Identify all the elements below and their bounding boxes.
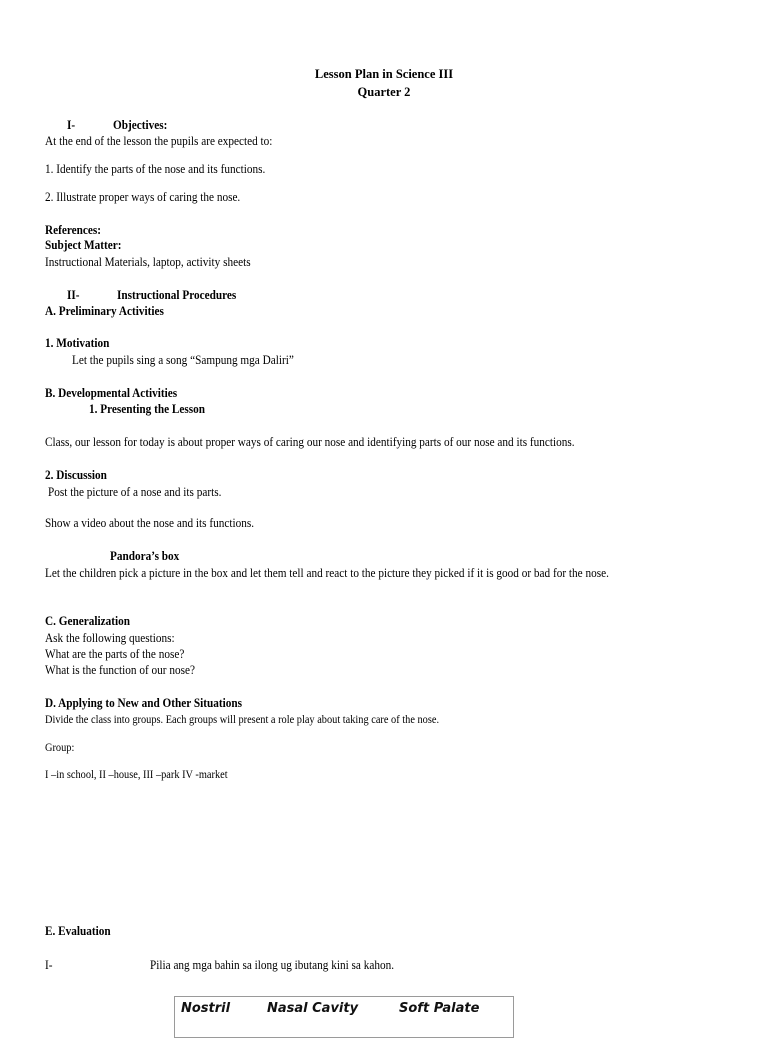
group-label: Group: bbox=[45, 742, 75, 754]
generalization-line-1: Ask the following questions: bbox=[45, 631, 175, 645]
references-label: References: bbox=[45, 223, 102, 237]
word-bank-box bbox=[174, 996, 514, 1038]
evaluation-instruction: Pilia ang mga bahin sa ilong ug ibutang kini sa kahon. bbox=[150, 958, 395, 972]
evaluation-heading: E. Evaluation bbox=[45, 924, 111, 938]
motivation-heading: 1. Motivation bbox=[45, 336, 110, 350]
materials-text: Instructional Materials, laptop, activity sheets bbox=[45, 255, 251, 269]
evaluation-numeral: I- bbox=[45, 958, 53, 972]
preliminary-heading: A. Preliminary Activities bbox=[45, 304, 164, 318]
applying-heading: D. Applying to New and Other Situations bbox=[45, 696, 243, 710]
objectives-numeral: I- bbox=[67, 118, 76, 132]
discussion-heading: 2. Discussion bbox=[45, 468, 107, 482]
objectives-heading: Objectives: bbox=[113, 118, 168, 132]
word-soft-palate: Soft Palate bbox=[399, 1001, 480, 1016]
presenting-text: Class, our lesson for today is about proper ways of caring our nose and identifying parts of our nose and its functions. bbox=[45, 435, 575, 449]
pandora-text: Let the children pick a picture in the box and let them tell and react to the picture they picked if it is good or bad for the nose. bbox=[45, 566, 609, 580]
pandora-heading: Pandora’s box bbox=[110, 549, 180, 563]
word-nostril: Nostril bbox=[181, 1001, 231, 1016]
presenting-heading: 1. Presenting the Lesson bbox=[89, 402, 206, 416]
discussion-text-2: Show a video about the nose and its functions. bbox=[45, 516, 255, 530]
applying-text: Divide the class into groups. Each groups will present a role play about taking care of the nose. bbox=[45, 714, 440, 726]
objectives-intro: At the end of the lesson the pupils are expected to: bbox=[45, 134, 273, 148]
developmental-heading: B. Developmental Activities bbox=[45, 386, 178, 400]
group-list: I –in school, II –house, III –park IV -market bbox=[45, 769, 228, 781]
discussion-text-1: Post the picture of a nose and its parts. bbox=[48, 485, 222, 499]
page-subtitle: Quarter 2 bbox=[357, 85, 411, 99]
page-title: Lesson Plan in Science III bbox=[314, 67, 454, 81]
motivation-text: Let the pupils sing a song “Sampung mga Daliri” bbox=[72, 353, 294, 367]
word-nasal-cavity: Nasal Cavity bbox=[267, 1001, 359, 1016]
procedures-numeral: II- bbox=[67, 288, 80, 302]
objective-item-2: 2. Illustrate proper ways of caring the nose. bbox=[45, 190, 241, 204]
generalization-line-3: What is the function of our nose? bbox=[45, 663, 195, 677]
subject-matter-label: Subject Matter: bbox=[45, 238, 122, 252]
procedures-heading: Instructional Procedures bbox=[117, 288, 237, 302]
objective-item-1: 1. Identify the parts of the nose and its functions. bbox=[45, 162, 266, 176]
generalization-line-2: What are the parts of the nose? bbox=[45, 647, 185, 661]
generalization-heading: C. Generalization bbox=[45, 614, 130, 628]
